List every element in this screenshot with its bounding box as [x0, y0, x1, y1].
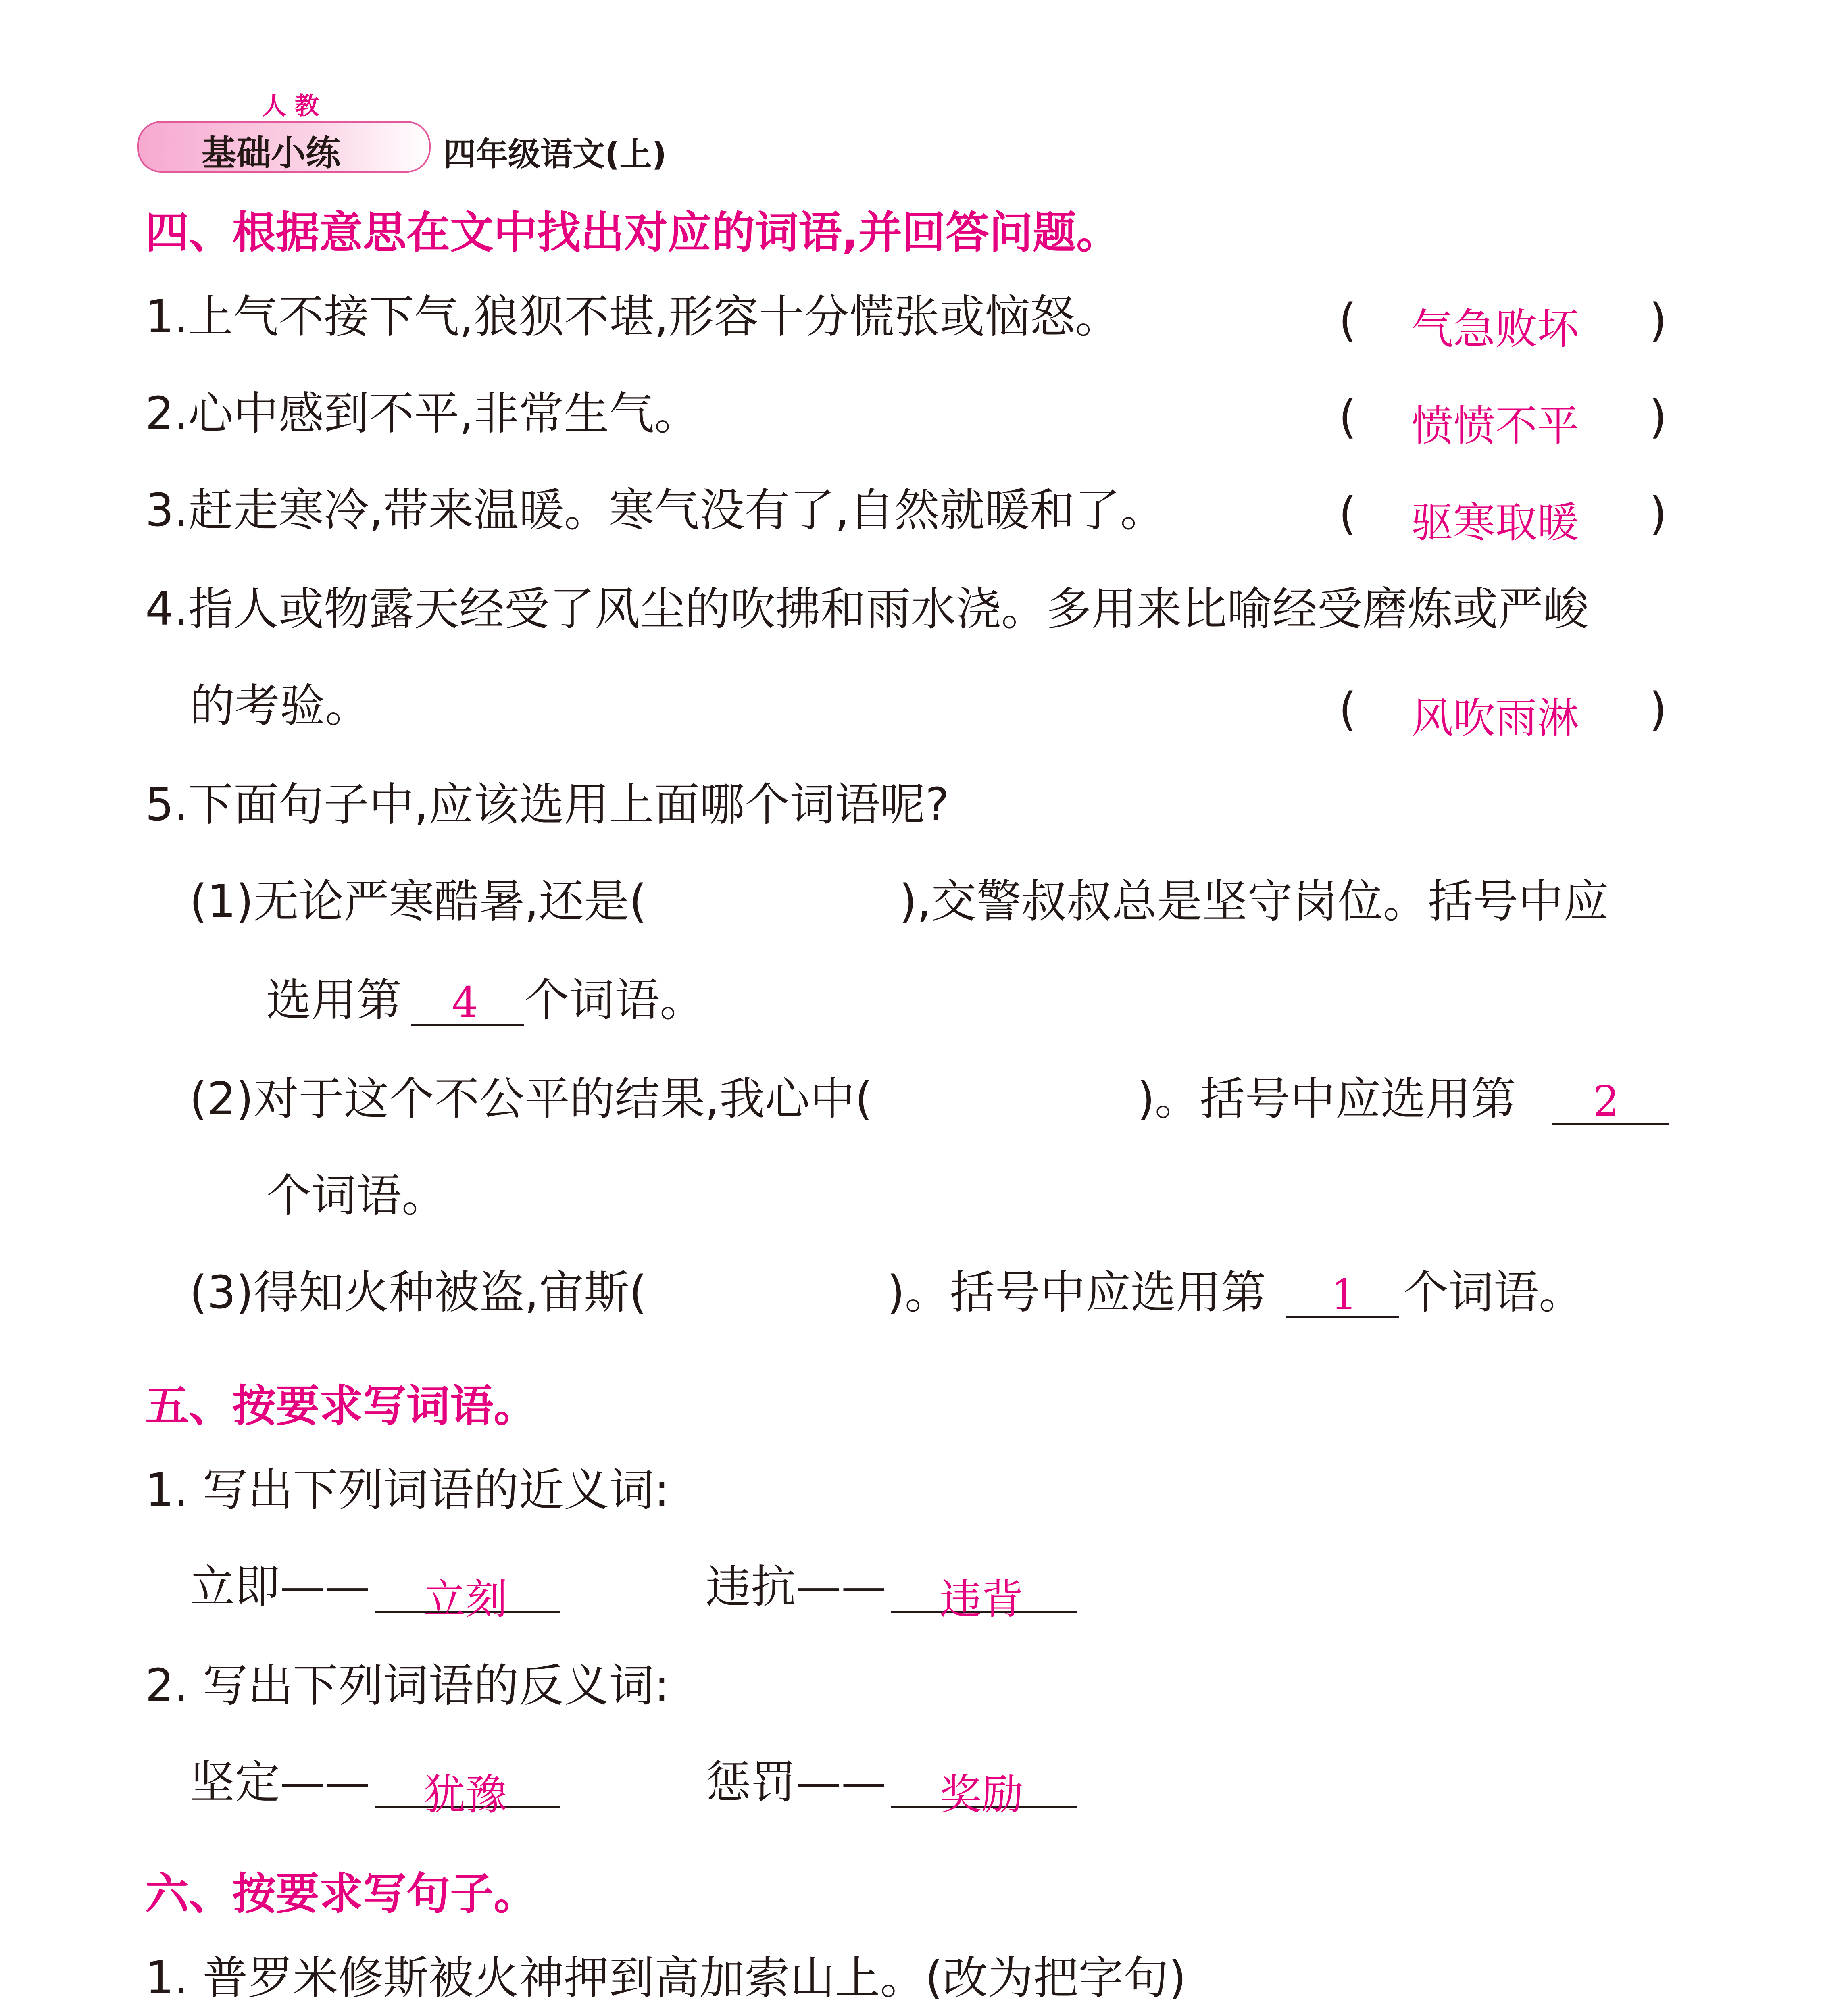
s4-q5-sub1-a: (1)无论严寒酷暑,还是( — [190, 875, 647, 928]
s4-item4-text: 4.指人或物露天经受了风尘的吹拂和雨水浇。多用来比喻经受磨炼或严峻 — [145, 583, 1588, 635]
s4-q5-sub3-a: (3)得知火种被盗,宙斯( — [190, 1266, 647, 1319]
s4-q5-sub1-answer: 4 — [452, 978, 479, 1027]
s4-item1-answer: 气急败坏 — [1411, 304, 1579, 354]
s4-item1-rparen: ) — [1649, 294, 1667, 347]
s4-item2-lparen: ( — [1339, 391, 1356, 444]
s4-item3-rparen: ) — [1649, 488, 1667, 540]
s4-item1-lparen: ( — [1339, 294, 1356, 347]
s5-ant1-answer: 犹豫 — [423, 1770, 508, 1819]
s4-item4-rparen: ) — [1649, 683, 1667, 736]
s4-item3-answer: 驱寒取暖 — [1411, 498, 1579, 547]
s4-item4-text-cont: 的考验。 — [190, 680, 370, 732]
s5-syn2-word: 违抗—— — [706, 1561, 886, 1613]
s5-q2-text: 2. 写出下列词语的反义词: — [145, 1660, 670, 1712]
section6-title: 六、按要求写句子。 — [145, 1869, 538, 1919]
publisher-label: 人 教 — [262, 92, 319, 120]
s4-q5-sub3-c: 个词语。 — [1403, 1266, 1584, 1319]
s5-syn1-word: 立即—— — [190, 1561, 370, 1613]
s4-item1-text: 1.上气不接下气,狼狈不堪,形容十分慌张或恼怒。 — [145, 291, 1121, 343]
s4-item2-text: 2.心中感到不平,非常生气。 — [145, 387, 700, 440]
series-title: 基础小练 — [202, 133, 340, 173]
s5-ant2-answer: 奖励 — [940, 1770, 1024, 1819]
s4-q5-sub3-answer: 1 — [1331, 1270, 1358, 1319]
s6-q1-text: 1. 普罗米修斯被火神押到高加索山上。(改为把字句) — [145, 1952, 1186, 2004]
s4-q5-sub2-a: (2)对于这个不公平的结果,我心中( — [190, 1073, 873, 1125]
s5-q1-text: 1. 写出下列词语的近义词: — [145, 1464, 670, 1516]
s4-q5-sub2-b: )。括号中应选用第 — [1137, 1073, 1516, 1125]
s4-item2-answer: 愤愤不平 — [1411, 401, 1579, 450]
s4-item2-rparen: ) — [1649, 391, 1667, 444]
s5-ant1-word: 坚定—— — [190, 1756, 370, 1809]
s4-q5-sub1-c: 选用第 — [266, 974, 402, 1027]
s4-q5-sub3-b: )。括号中应选用第 — [887, 1266, 1266, 1319]
s4-item3-lparen: ( — [1339, 488, 1356, 540]
section4-title: 四、根据意思在文中找出对应的词语,并回答问题。 — [145, 208, 1120, 258]
s4-item4-lparen: ( — [1339, 683, 1356, 736]
s5-syn1-answer: 立刻 — [423, 1574, 508, 1624]
s4-q5-text: 5.下面句子中,应该选用上面哪个词语呢? — [145, 779, 949, 831]
s4-q5-sub1-b: ),交警叔叔总是坚守岗位。括号中应 — [899, 875, 1609, 928]
s5-syn2-answer: 违背 — [940, 1574, 1024, 1624]
s4-item3-text: 3.赶走寒冷,带来温暖。寒气没有了,自然就暖和了。 — [145, 484, 1166, 537]
grade-subject: 四年级语文(上) — [444, 135, 667, 173]
s4-q5-sub2-answer: 2 — [1593, 1077, 1620, 1126]
s4-q5-sub1-d: 个词语。 — [524, 974, 705, 1027]
section5-title: 五、按要求写词语。 — [145, 1381, 538, 1431]
s4-q5-sub2-c: 个词语。 — [266, 1170, 447, 1222]
s4-item4-answer: 风吹雨淋 — [1411, 694, 1579, 743]
s5-ant2-word: 惩罚—— — [706, 1756, 886, 1809]
